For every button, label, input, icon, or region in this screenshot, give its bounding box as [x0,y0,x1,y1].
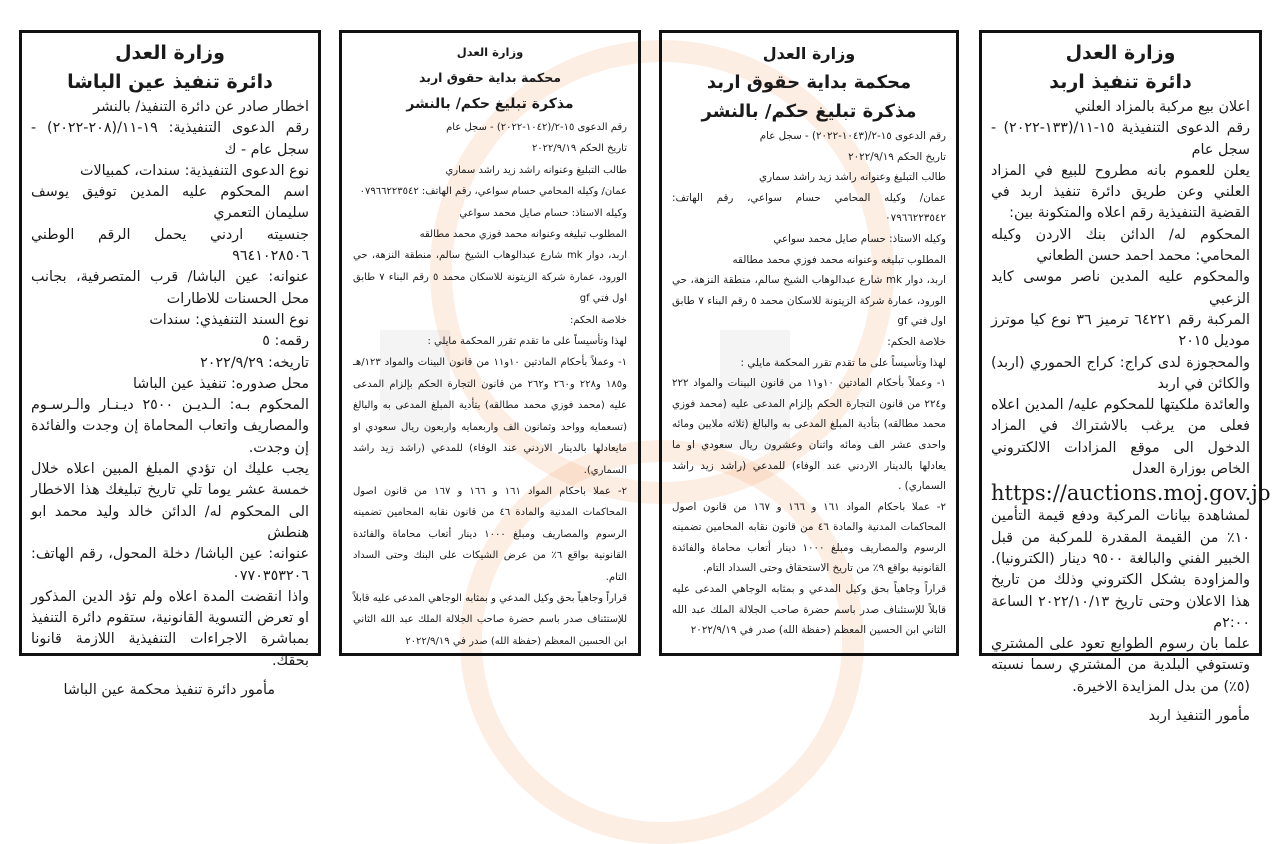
notice-paragraph: وكيله الاستاذ: حسام صايل محمد سواعي [773,232,946,245]
notice-paragraph: علما بان رسوم الطوابع تعود على المشتري وتستوفي البلدية من المشتري رسما نسبته (٥٪) من بدل المزايدة الاخيرة. [991,636,1250,695]
ministry-title: وزارة العدل [1065,42,1176,64]
notice-paragraph: تاريخه: ٢٠٢٢/٩/٢٩ [200,354,309,371]
notice-paragraph: ١- وعملاً بأحكام المادتين ١٠و١١ من قانون البينات والمواد ٢٢٢ و٢٢٤ من قانون التجارة الحكم بإلزام المدعى عليه (محمد فوزي محمد مطالقه) بتأدية المبلغ المدعى به والبالغ (ثلاثه ملايين ومائه واحدى عشر الف ومائه واثنان وعشرون ريال سعودي او ما يعادلها بالدينار الاردني عند الوفاء) للمدعي (راشد زيد راشد السماري) . [672,377,946,493]
notice-paragraph: تاريخ الحكم ٢٠٢٢/٩/١٩ [531,143,627,155]
signature: مأمور دائرة تنفيذ محكمة عين الباشا [63,682,275,699]
ministry-title: وزارة العدل [456,45,524,59]
notice-paragraph: اربد، دوار mk شارع عبدالوهاب الشيخ سالم، منطقة النزهة، حي الورود، عمارة شركة الزيتونة للاسكان محمد ٥ رقم البناء ٧ طابق اول فتي gf [672,274,946,328]
notice-paragraph: المطلوب تبليغه وعنوانه محمد فوزي محمد مطالقه [419,229,627,241]
notice-paragraph: اسم المحكوم عليه المدين توفيق يوسف سليمان التعمري [31,184,309,222]
notice-paragraph: قراراً وجاهياً بحق وكيل المدعي و بمثابه الوجاهي المدعى عليه قابلاً للإستئناف صدر باسم حضرة صاحب الجلالة الملك عبد الله الثاني ابن الحسين المعظم (حفظة الله) صدر في ٢٠٢٢/٩/١٩ [672,583,946,637]
notice-paragraph: والمحكوم عليه المدين ناصر موسى كايد الزعبي [991,269,1250,307]
notice-paragraph: لهذا وتأسيساً على ما تقدم تقرر المحكمة مايلي : [740,356,946,369]
notice-paragraph: والعائدة ملكيتها للمحكوم عليه/ المدين اعلاه فعلى من يرغب بالاشتراك في المزاد الدخول الى موقع المزادات الالكتروني الخاص بوزارة العدل [991,397,1250,478]
notice-paragraph: محل صدوره: تنفيذ عين الباشا [132,375,309,392]
notice-paragraph: عمان/ وكيله المحامي حسام سواعي، رقم الهاتف: ٠٧٩٦٦٢٢٣٥٤٢ [359,186,627,198]
notice-vehicle-auction-irbid [979,30,1271,725]
notice-paragraph: المطلوب تبليغه وعنوانه محمد فوزي محمد مطالقه [732,253,946,266]
notice-paragraph: واذا انقضت المدة اعلاه ولم تؤد الدين المذكور او تعرض التسوية القانونية، ستقوم دائرة التنفيذ بمباشرة الاجراءات التنفيذية اللازمة قانونا بحقك. [31,588,309,669]
notice-paragraph: عنوانه: عين الباشا/ دخلة المحول، رقم الهاتف: ٠٧٧٠٣٥٣٢٠٦ [31,546,309,584]
notice-paragraph: ١- وعملاً بأحكام المادتين ١٠و١١ من قانون البينات والمواد ١٢٣/هـ و١٨٥ و٢٢٨ و٢٦٠ و٢٦٢ من قانون التجارة الحكم بإلزام المدعى عليه (محمد فوزي محمد مطالقه) بتأدية المبلغ المدعى به والبالغ (تسعمايه وواحد وثمانون الف واربعمايه واربعون ريال سعودي او مايعادلها بالدينار الاردني عند الوفاء) للمدعي (راشد زيد راشد السماري). [353,357,627,476]
notice-paragraph: طالب التبليغ وعنوانه راشد زيد راشد سماري [759,171,946,184]
notice-paragraph: نوع الدعوى التنفيذية: سندات، كمبيالات [80,162,309,179]
notice-heading: دائرة تنفيذ اربد [1049,71,1192,93]
notice-paragraph: ٢- عملا باحكام المواد ١٦١ و ١٦٦ و ١٦٧ من قانون اصول المحاكمات المدنية والمادة ٤٦ من قانون نقابه المحامين تضمينه الرسوم والمصاريف ومبلغ ١٠٠٠ دينار أتعاب محاماة والفائدة القانونية بواقع ٦٪ من عرض الشيكات على البنك وحتى السداد التام. [353,485,628,583]
notice-paragraph: رقمه: ٥ [262,333,309,350]
notice-heading: محكمة بداية حقوق اربد [419,70,561,85]
notice-paragraph: رقم الدعوى التنفيذية ١٥-١١/(١٣٣-٢٠٢٢) - سجل عام [991,120,1250,158]
notice-paragraph: خلاصة الحكم: [887,335,946,348]
notice-paragraph: لمشاهدة بيانات المركبة ودفع قيمة التأمين ١٠٪ من القيمة المقدرة للمركبة من قبل الخبير الفني والبالغة ٩٥٠٠ دينار (الكترونيا). والمزاودة بشكل الكتروني وذلك من تاريخ هذا الاعلان وحتى تاريخ ٢٠٢٢/١٠/١٣ الساعة ٢:٠٠م [991,508,1250,631]
notice-paragraph: المحكوم بـه: الـديـن ٢٥٠٠ ديـنـار والـرسـوم والمصاريف واتعاب المحاماة إن وجدت والفائدة إن وجدت. [31,397,309,456]
notice-paragraph: اخطار صادر عن دائرة التنفيذ/ بالنشر [93,99,309,115]
notice-paragraph: لهذا وتأسيساً على ما تقدم تقرر المحكمة مايلي : [427,336,627,348]
notice-paragraph: اربد، دوار mk شارع عبدالوهاب الشيخ سالم، منطقة النزهة، حي الورود، عمارة شركة الزيتونة للاسكان محمد ٥ رقم البناء ٧ طابق اول فتي gf [353,250,628,305]
notice-execution-ain-albasha [19,30,321,699]
notice-paragraph: والمحجوزة لدى كراج: كراج الحموري (اربد) والكائن في اربد [991,354,1250,392]
notice-paragraph: رقم الدعوى ١٥-٢/(١٠٤٣-٢٠٢٢) - سجل عام [759,130,946,142]
notice-paragraph: طالب التبليغ وعنوانه راشد زيد راشد سماري [445,164,627,176]
notice-paragraph: ٢- عملا باحكام المواد ١٦١ و ١٦٦ و ١٦٧ من قانون اصول المحاكمات المدنية والمادة ٤٦ من قانون نقابه المحامين تضمينه الرسوم والمصاريف ومبلغ ١٠٠٠ دينار أتعاب محاماة والفائدة القانونية بواقع ٩٪ من تاريخ الاستحقاق وحتى السداد التام. [672,500,946,575]
signature: مأمور التنفيذ اربد [1148,708,1250,725]
notice-heading: مذكرة تبليغ حكم/ بالنشر [701,101,917,122]
auction-website-link[interactable]: https://auctions.moj.gov.jo [991,481,1271,506]
notice-paragraph: نوع السند التنفيذي: سندات [149,311,309,328]
notice-paragraph: المركبة رقم ٦٤٢٢١ ترميز ٣٦ نوع كيا موترز موديل ٢٠١٥ [991,311,1250,350]
notice-paragraph: المحكوم له/ الدائن بنك الاردن وكيله المحامي: محمد احمد حسن الطعاني [991,226,1250,265]
notice-paragraph: وكيله الاستاذ: حسام صايل محمد سواعي [459,207,627,219]
notice-paragraph: عنوانه: عين الباشا/ قرب المتصرفية، بجانب محل الحسنات للاطارات [31,269,309,307]
notice-paragraph: تاريخ الحكم ٢٠٢٢/٩/١٩ [848,150,946,163]
notice-paragraph: خلاصة الحكم: [569,314,627,326]
notice-paragraph: اعلان بيع مركبة بالمزاد العلني [1074,99,1250,115]
notice-heading: دائرة تنفيذ عين الباشا [67,71,273,93]
notice-paragraph: رقم الدعوى ١٥-٢/(١٠٤٢-٢٠٢٢) - سجل عام [446,122,627,133]
notice-heading: مذكرة تبليغ حكم/ بالنشر [406,96,574,112]
notice-paragraph: جنسيته اردني يحمل الرقم الوطني ٩٦٤١٠٢٨٥٠٦ [31,226,309,265]
notice-paragraph: رقم الدعوى التنفيذية: ١٩-١١/(٢٠٨-٢٠٢٢) - سجل عام - ك [31,120,309,158]
notice-heading: محكمة بداية حقوق اربد [706,72,912,93]
notice-court-irbid-1043 [659,30,959,656]
notice-paragraph: يجب عليك ان تؤدي المبلغ المبين اعلاه خلال خمسة عشر يوما تلي تاريخ تبليغك هذا الاخطار الى المحكوم له/ الدائن خالد وليد محمد ابو هنطش [31,461,309,541]
notice-paragraph: قراراً وجاهياً بحق وكيل المدعي و بمثابه الوجاهي المدعى عليه قابلاً للإستئناف صدر باسم حضرة صاحب الجلالة الملك عبد الله الثاني ابن الحسين المعظم (حفظة الله) صدر في ٢٠٢٢/٩/١٩ [353,592,627,647]
notice-paragraph: يعلن للعموم بانه مطروح للبيع في المزاد العلني وعن طريق دائرة تنفيذ اربد في القضية التنفيذية رقم اعلاه والمتكونة بين: [991,162,1250,222]
ministry-title: وزارة العدل [115,42,225,64]
ministry-title: وزارة العدل [762,44,856,63]
notice-court-irbid-1042 [339,30,641,656]
notice-paragraph: عمان/ وكيله المحامي حسام سواعي، رقم الهاتف: ٠٧٩٦٦٢٢٣٥٤٢ [672,191,946,225]
